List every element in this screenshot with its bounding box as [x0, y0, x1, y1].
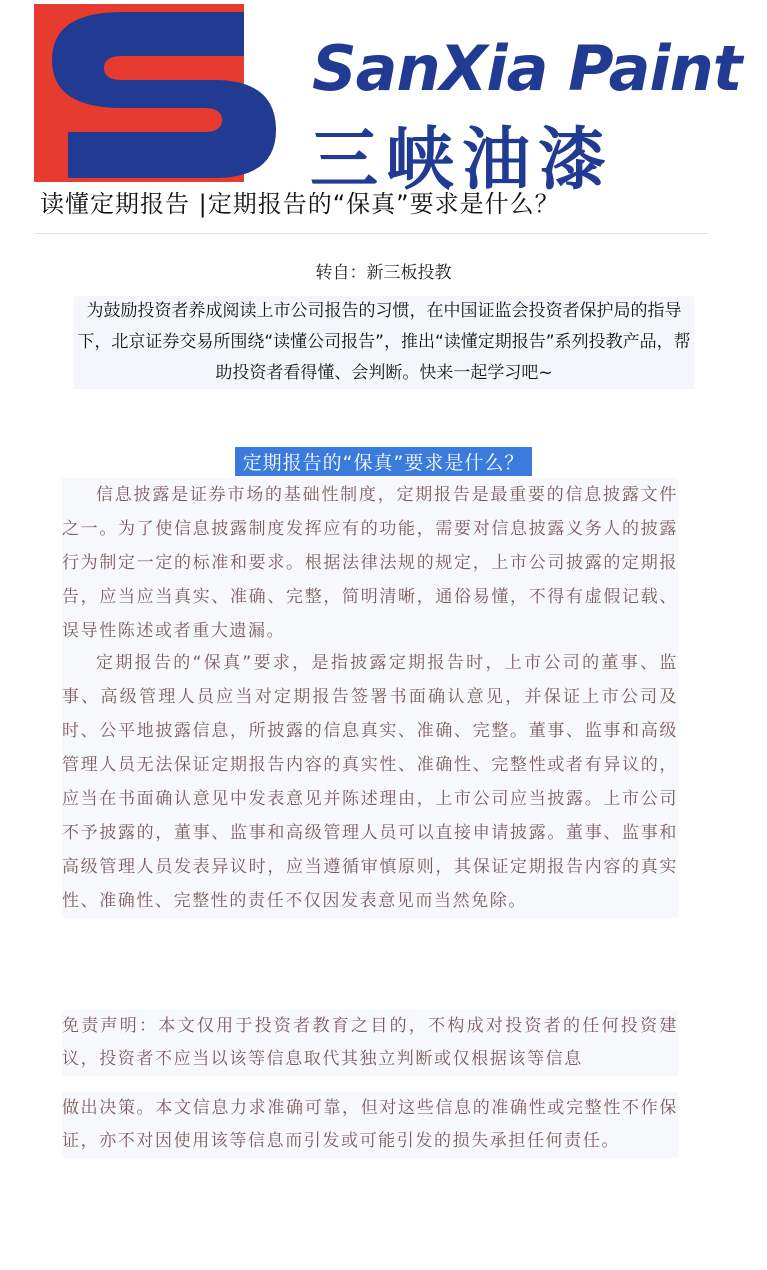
- disclaimer-part-1: 免责声明：本文仅用于投资者教育之目的，不构成对投资者的任何投资建议，投资者不应当以该等信息取代其独立判断或仅根据该等信息: [62, 1010, 678, 1076]
- logo-chinese-text: 三峡油漆: [310, 121, 615, 200]
- section-heading-wrap: [0, 447, 767, 476]
- article-source: 转自：新三板投教: [315, 263, 452, 283]
- section-heading: 定期报告的“保真”要求是什么？: [235, 447, 533, 476]
- disclaimer-part-2: 做出决策。本文信息力求准确可靠，但对这些信息的准确性或完整性不作保证，亦不对因使用该等信息而引发或可能引发的损失承担任何责任。: [62, 1092, 678, 1158]
- body-paragraph: 信息披露是证券市场的基础性制度，定期报告是最重要的信息披露文件之一。为了使信息披露制度发挥应有的功能，需要对信息披露义务人的披露行为制定一定的标准和要求。根据法律法规的规定，上市公司披露的定期报告，应当应当真实、准确、完整，简明清晰，通俗易懂，不得有虚假记载、误导性陈述或者重大遗漏。: [62, 478, 678, 648]
- body-paragraph: 定期报告的“保真”要求，是指披露定期报告时，上市公司的董事、监事、高级管理人员应当对定期报告签署书面确认意见，并保证上市公司及时、公平地披露信息，所披露的信息真实、准确、完整。董事、监事和高级管理人员无法保证定期报告内容的真实性、准确性、完整性或者有异议的，应当在书面确认意见中发表意见并陈述理由，上市公司应当披露。上市公司不予披露的，董事、监事和高级管理人员可以直接申请披露。董事、监事和高级管理人员发表异议时，应当遵循审慎原则，其保证定期报告内容的真实性、准确性、完整性的责任不仅因发表意见而当然免除。: [62, 646, 678, 918]
- title-divider: [34, 233, 708, 234]
- sanxia-logo: [34, 4, 754, 200]
- article-title: 读懂定期报告 |定期报告的“保真”要求是什么？: [40, 190, 560, 218]
- article-intro: 为鼓励投资者养成阅读上市公司报告的习惯，在中国证监会投资者保护局的指导下，北京证券交易所围绕“读懂公司报告”，推出“读懂定期报告”系列投教产品，帮助投资者看得懂、会判断。快来一起学习吧~: [74, 296, 694, 389]
- logo-english-text: SanXia Paint: [312, 32, 742, 105]
